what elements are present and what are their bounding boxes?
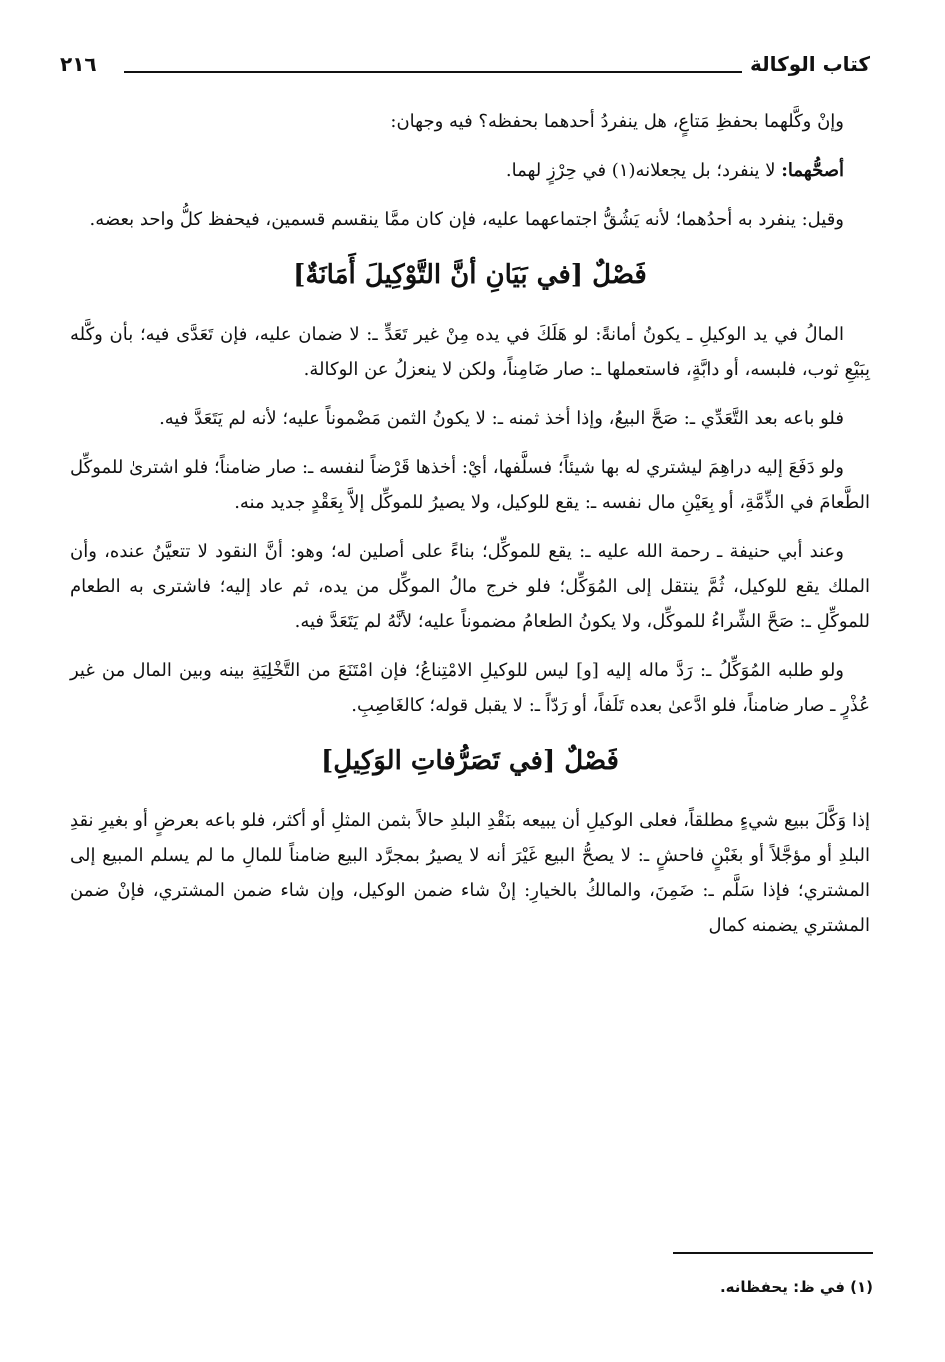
- running-title: كتاب الوكالة: [749, 52, 870, 76]
- paragraph: ولو طلبه المُوَكِّلُ ـ: رَدَّ ماله إليه [و] ليس للوكيلِ الامْتِناعُ؛ فإن امْتَنَعَ من التَّخْلِيَةِ بينه وبين المال من غير عُذْرٍ ـ صار ضامناً، فلو ادَّعىٰ بعده تَلَفاً، أو رَدّاً ـ: لا يقبل قوله؛ كالغَاصِبِ.: [70, 660, 870, 716]
- paragraph: وعند أبي حنيفة ـ رحمة الله عليه ـ: يقع للموكِّل؛ بناءً على أصلين له؛ وهو: أنَّ النقود لا تتعيَّنُ عنده، وأن الملك يقع للوكيل، ثُمَّ ينتقل إلى المُوَكِّل؛ فلو خرج مالُ الموكِّل من يده، ثم عاد إليه؛ فاشترى به الطعام للموكِّلِ ـ: صَحَّ الشِّراءُ للموكِّل، ولا يكونُ الطعامُ مضموناً عليه؛ لأنَّهُ لم يَتَعَدَّ فيه.: [70, 541, 870, 632]
- paragraph: فلو باعه بعد التَّعَدِّي ـ: صَحَّ البيعُ، وإذا أخذ ثمنه ـ: لا يكونُ الثمن مَضْموناً عليه؛ لأنه لم يَتَعَدَّ فيه.: [159, 408, 844, 429]
- paragraph: إذا وَكَّلَ ببيع شيءٍ مطلقاً، فعلى الوكيلِ أن يبيعه بنَقْدِ البلدِ حالاً بثمن المثلِ أو أكثر، فلو باعه بعرضٍ أو بغيرِ نقدِ البلدِ أو مؤجَّلاً أو بغَبْنٍ فاحشٍ ـ: لا يصحُّ البيع غَيْرَ أنه لا يصيرُ بمجرَّد البيع ضامناً للمالِ ما لم يسلم المبيع إلى المشتري؛ فإذا سَلَّم ـ: ضَمِنَ، والمالكُ بالخيارِ: إنْ شاء ضمن الوكيل، وإن شاء ضمن المشتري، فإنْ ضمن المشتري يضمنه كمال: [70, 810, 870, 936]
- ashahhuma-lead: أصحُّهما:: [781, 160, 844, 181]
- paragraph-ashahhuma: [70, 153, 870, 188]
- page-number: ٢١٦: [60, 52, 97, 76]
- paragraph: ولو دَفَعَ إليه دراهِمَ ليشتري له بها شيئاً؛ فسلَّفها، أيْ: أخذها قَرْضاً لنفسه ـ: صار ضامناً؛ فلو اشترىٰ للموكِّل الطَّعامَ في الذِّمَّةِ، أو بِعَيْنِ مال نفسه ـ: يقع للوكيل، ولا يصيرُ للموكِّل إلاَّ بِعَقْدٍ جديد منه.: [70, 457, 870, 513]
- page-body: [70, 104, 870, 957]
- paragraph: وقيل: ينفرد به أحدُهما؛ لأنه يَشُقُّ اجتماعهما عليه، فإن كان ممَّا ينقسم قسمين، فيحفظ كلُّ واحد بعضه.: [89, 209, 844, 230]
- section-heading: فَصْلٌ [في بَيَانِ أنَّ التَّوْكِيلَ أَمَانَةٌ]: [293, 260, 647, 290]
- section-heading: فَصْلٌ [في تَصَرُّفاتِ الوَكِيلِ]: [321, 746, 619, 776]
- page-header: [60, 52, 870, 92]
- paragraph: وإنْ وكَّلهما بحفظِ مَتاعٍ، هل ينفردُ أحدهما بحفظه؟ فيه وجهان:: [390, 111, 844, 132]
- ashahhuma-text: لا ينفرد؛ بل يجعلانه(١) في حِرْزٍ لهما.: [505, 160, 782, 181]
- header-rule: [124, 71, 742, 73]
- footnote: (١) في ظ: يحفظانه.: [719, 1278, 873, 1296]
- footnote-rule: [673, 1252, 873, 1254]
- paragraph: المالُ في يد الوكيلِ ـ يكونُ أمانةً: لو هَلَكَ في يده مِنْ غير تَعَدٍّ ـ: لا ضمان عليه، فإن تَعَدَّى فيه؛ بأن وكَّله بِبَيْعِ ثوب، فلبسه، أو دابَّةٍ، فاستعملها ـ: صار ضَامِناً، ولكن لا ينعزلُ عن الوكالة.: [70, 324, 870, 380]
